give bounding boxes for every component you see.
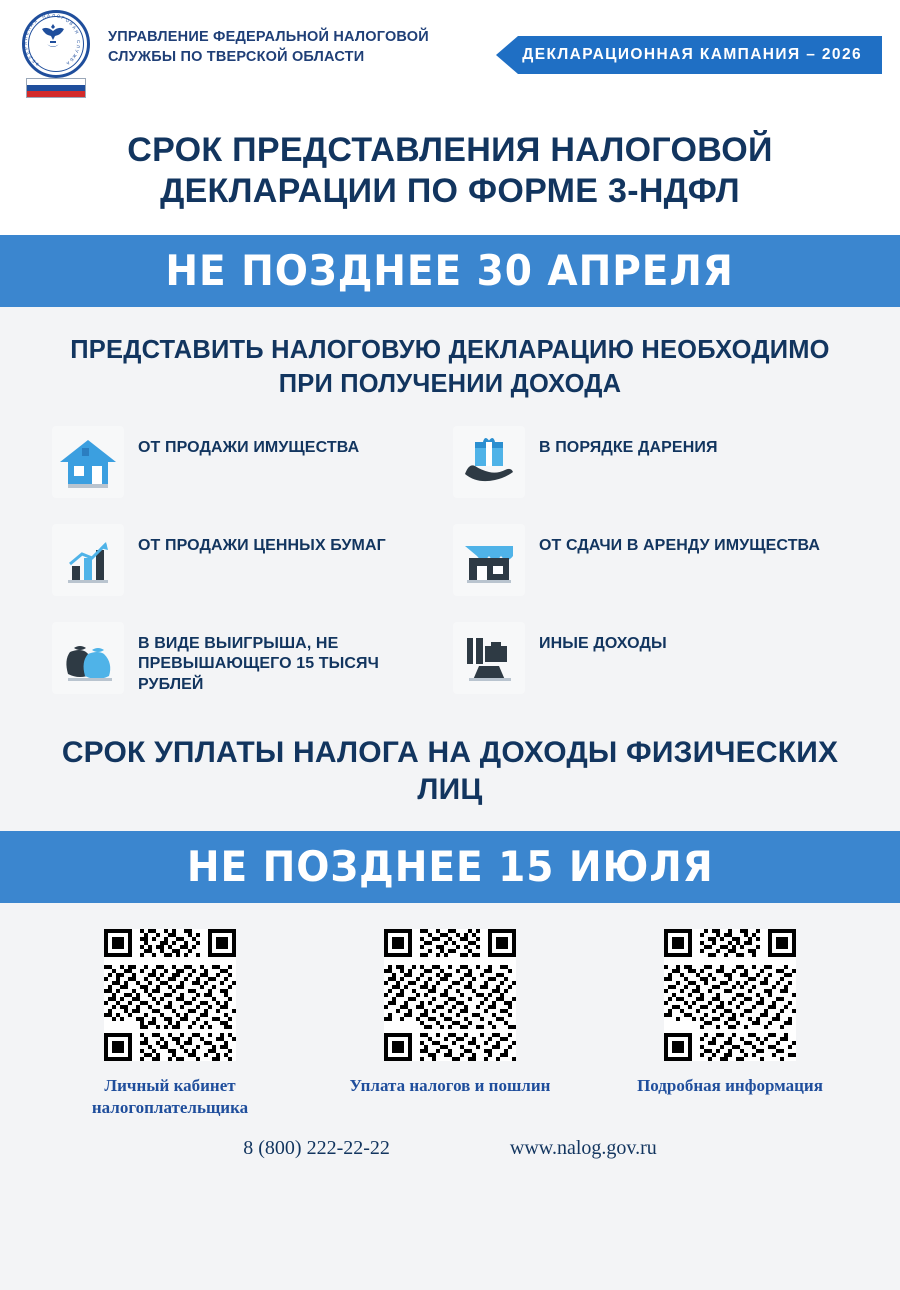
organization-title: УПРАВЛЕНИЕ ФЕДЕРАЛЬНОЙ НАЛОГОВОЙ СЛУЖБЫ ПО ТВЕРСКОЙ ОБЛАСТИ (108, 29, 429, 65)
contact-phone[interactable]: 8 (800) 222-22-22 (243, 1136, 390, 1159)
income-item-label: ОТ ПРОДАЖИ ЦЕННЫХ БУМАГ (138, 536, 386, 554)
russian-flag-icon (26, 78, 86, 98)
qr-details[interactable] (605, 929, 855, 1097)
deadline-banner-declaration-text: НЕ ПОЗДНЕЕ 30 АПРЕЛЯ (165, 246, 735, 296)
qr-details-code[interactable] (664, 929, 796, 1061)
deadline-banner-payment-text: НЕ ПОЗДНЕЕ 15 ИЮЛЯ (186, 842, 714, 892)
qr-payment-caption: Уплата налогов и пошлин (349, 1075, 551, 1095)
shop-awning-icon (453, 524, 525, 596)
qr-payment[interactable] (325, 929, 575, 1097)
fns-emblem-icon (18, 8, 94, 100)
section-lead-income: ПРЕДСТАВИТЬ НАЛОГОВУЮ ДЕКЛАРАЦИЮ НЕОБХОДИМО ПРИ ПОЛУЧЕНИИ ДОХОДА (70, 335, 830, 399)
poster-header (0, 0, 900, 112)
ribbon-arrow-icon (496, 36, 518, 74)
website-url[interactable]: www.nalog.gov.ru (509, 1136, 657, 1159)
income-item (453, 622, 848, 708)
qr-payment-code[interactable] (384, 929, 516, 1061)
income-item-label: ИНЫЕ ДОХОДЫ (539, 634, 667, 652)
house-icon (52, 426, 124, 498)
campaign-label: ДЕКЛАРАЦИОННАЯ КАМПАНИЯ – 2026 (518, 36, 882, 74)
gift-in-hand-icon (453, 426, 525, 498)
income-item (52, 524, 447, 610)
income-item (52, 426, 447, 512)
income-item (453, 524, 848, 610)
briefcase-bag-icon (453, 622, 525, 694)
income-item-label: В ПОРЯДКЕ ДАРЕНИЯ (539, 438, 718, 456)
poster-footer (0, 1119, 900, 1160)
chart-bars-icon (52, 524, 124, 596)
page-title: СРОК ПРЕДСТАВЛЕНИЯ НАЛОГОВОЙ ДЕКЛАРАЦИИ ПО ФОРМЕ 3-НДФЛ (0, 112, 900, 235)
income-item-label: ОТ ПРОДАЖИ ИМУЩЕСТВА (138, 438, 360, 456)
income-item-label: ОТ СДАЧИ В АРЕНДУ ИМУЩЕСТВА (539, 536, 821, 554)
income-item (52, 622, 447, 708)
qr-personal-account[interactable] (45, 929, 295, 1119)
qr-personal-account-caption: Личный кабинет налогоплательщика (91, 1075, 249, 1117)
deadline-banner-payment (0, 831, 900, 903)
income-item (453, 426, 848, 512)
income-item-label: В ВИДЕ ВЫИГРЫША, НЕ ПРЕВЫШАЮЩЕГО 15 ТЫСЯЧ РУБЛЕЙ (138, 634, 379, 693)
qr-details-caption: Подробная информация (637, 1075, 823, 1095)
qr-section (0, 903, 900, 1119)
qr-personal-account-code[interactable] (104, 929, 236, 1061)
money-bags-icon (52, 622, 124, 694)
campaign-ribbon (496, 36, 882, 74)
emblem-ring-text: Ф Е Д Е Р А Л Ь Н А Я Н А Л О Г О В А Я С Л У Ж Б А (22, 12, 82, 68)
deadline-banner-declaration (0, 235, 900, 307)
section-lead-payment: СРОК УПЛАТЫ НАЛОГА НА ДОХОДЫ ФИЗИЧЕСКИХ ЛИЦ (61, 735, 839, 807)
income-types-grid (0, 420, 900, 708)
